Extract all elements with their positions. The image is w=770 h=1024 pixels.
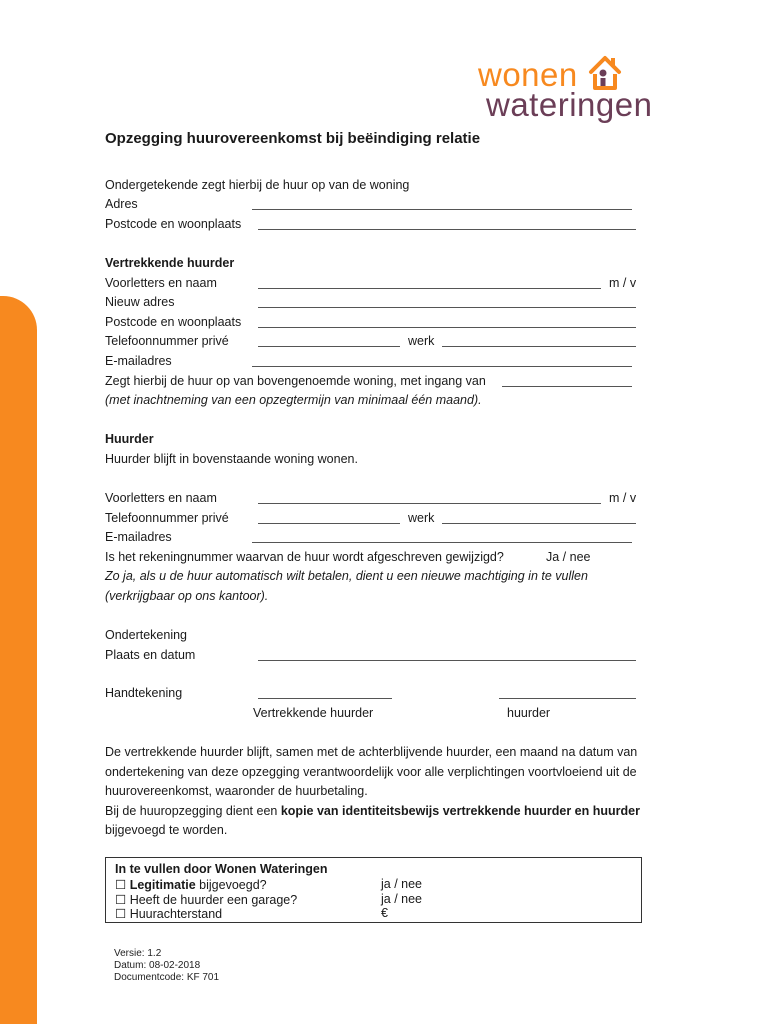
footer-datum: Datum: 08-02-2018 xyxy=(114,960,201,971)
slot-paragraph-1-line-3: huurovereenkomst, waaronder de huurbetaling. xyxy=(105,784,368,798)
orange-side-bar xyxy=(0,296,37,1024)
huurder-telefoon-label: Telefoonnummer privé xyxy=(105,511,229,525)
vertrekkend-mv: m / v xyxy=(609,276,637,290)
huurder-naam-field[interactable] xyxy=(258,503,601,504)
vertrekkend-telefoon-field[interactable] xyxy=(258,346,400,347)
intro-postcode-field[interactable] xyxy=(258,229,636,230)
huurder-email-field[interactable] xyxy=(252,542,632,543)
office-box-row-garage xyxy=(115,892,297,907)
intro-adres-field[interactable] xyxy=(252,209,632,210)
legitimatie-label-bold: Legitimatie xyxy=(129,878,196,892)
footer-documentcode: Documentcode: KF 701 xyxy=(114,972,220,983)
vertrekkend-werk-field[interactable] xyxy=(442,346,636,347)
vertrekkend-telefoon-label: Telefoonnummer privé xyxy=(105,334,229,348)
intro-postcode-label: Postcode en woonplaats xyxy=(105,217,242,231)
office-box-garage-value[interactable]: ja / nee xyxy=(381,892,423,906)
office-box-row-huurachterstand xyxy=(115,906,222,921)
checkbox-legitimatie[interactable]: ☐ xyxy=(115,878,127,892)
logo xyxy=(478,50,668,130)
huurder-machtiging-1: Zo ja, als u de huur automatisch wilt betalen, dient u een nieuwe machtiging in te vullen xyxy=(105,569,588,583)
footer-versie: Versie: 1.2 xyxy=(114,948,162,959)
vertrekkend-opzegtermijn: (met inachtneming van een opzegtermijn van minimaal één maand). xyxy=(105,393,482,407)
vertrekkend-heading: Vertrekkende huurder xyxy=(105,256,235,270)
vertrekkend-postcode-field[interactable] xyxy=(258,327,636,328)
vertrekkend-zegt: Zegt hierbij de huur op van bovengenoemde woning, met ingang van xyxy=(105,374,486,388)
huurder-telefoon-field[interactable] xyxy=(258,523,400,524)
office-box-heading: In te vullen door Wonen Wateringen xyxy=(115,862,328,876)
handtekening-label: Handtekening xyxy=(105,686,183,700)
huurder-blijft: Huurder blijft in bovenstaande woning wonen. xyxy=(105,452,358,466)
huurder-naam-label: Voorletters en naam xyxy=(105,491,217,505)
vertrekkend-adres-label: Nieuw adres xyxy=(105,295,175,309)
huurder-machtiging-2: (verkrijgbaar op ons kantoor). xyxy=(105,589,269,603)
office-box-legitimatie-value[interactable]: ja / nee xyxy=(381,877,423,891)
vertrekkend-naam-field[interactable] xyxy=(258,288,601,289)
vertrekkend-naam-label: Voorletters en naam xyxy=(105,276,217,290)
logo-word-wonen: wonen xyxy=(478,56,578,93)
huurachterstand-label: Huurachterstand xyxy=(129,907,223,921)
slot-paragraph-1-line-2: ondertekening van deze opzegging verantwoordelijk voor alle verplichtingen voortvloeiend uit de xyxy=(105,765,637,779)
slot-paragraph-1-line-1: De vertrekkende huurder blijft, samen met de achterblijvende huurder, een maand na datum van xyxy=(105,745,638,759)
garage-label: Heeft de huurder een garage? xyxy=(129,893,298,907)
handtekening-huurder-caption: huurder xyxy=(507,706,551,720)
vertrekkend-ingang-field[interactable] xyxy=(502,386,632,387)
legitimatie-label-rest: bijgevoegd? xyxy=(195,878,267,892)
slot-p2-bold: kopie van identiteitsbewijs vertrekkende huurder en huurder xyxy=(280,804,640,818)
intro-adres-label: Adres xyxy=(105,197,138,211)
vertrekkend-postcode-label: Postcode en woonplaats xyxy=(105,315,242,329)
huurder-rekening: Is het rekeningnummer waarvan de huur wordt afgeschreven gewijzigd? xyxy=(105,550,504,564)
vertrekkend-email-label: E-mailadres xyxy=(105,354,172,368)
handtekening-vertrekkend-caption: Vertrekkende huurder xyxy=(253,706,374,720)
handtekening-vertrekkend-field[interactable] xyxy=(258,698,392,699)
huurder-werk-label: werk xyxy=(408,511,435,525)
slot-paragraph-2-line-1 xyxy=(105,804,640,818)
huurder-email-label: E-mailadres xyxy=(105,530,172,544)
checkbox-garage[interactable]: ☐ xyxy=(115,893,127,907)
vertrekkend-adres-field[interactable] xyxy=(258,307,636,308)
huurder-werk-field[interactable] xyxy=(442,523,636,524)
huurder-janee[interactable]: Ja / nee xyxy=(546,550,591,564)
huurder-heading: Huurder xyxy=(105,432,154,446)
logo-word-wateringen: wateringen xyxy=(486,86,653,123)
vertrekkend-email-field[interactable] xyxy=(252,366,632,367)
plaats-datum-label: Plaats en datum xyxy=(105,648,196,662)
office-use-box xyxy=(105,857,642,923)
slot-paragraph-2-line-2: bijgevoegd te worden. xyxy=(105,823,228,837)
huurder-mv: m / v xyxy=(609,491,637,505)
handtekening-huurder-field[interactable] xyxy=(499,698,636,699)
slot-p2-pre: Bij de huuropzegging dient een xyxy=(105,804,281,818)
office-box-huurachterstand-value[interactable]: € xyxy=(381,906,388,920)
plaats-datum-field[interactable] xyxy=(258,660,636,661)
office-box-row-legitimatie xyxy=(115,877,267,892)
vertrekkend-werk-label: werk xyxy=(408,334,435,348)
ondertekening-heading: Ondertekening xyxy=(105,628,188,642)
document-title: Opzegging huurovereenkomst bij beëindiging relatie xyxy=(105,130,481,147)
intro-text: Ondergetekende zegt hierbij de huur op van de woning xyxy=(105,178,410,192)
checkbox-huurachterstand[interactable]: ☐ xyxy=(115,907,127,921)
